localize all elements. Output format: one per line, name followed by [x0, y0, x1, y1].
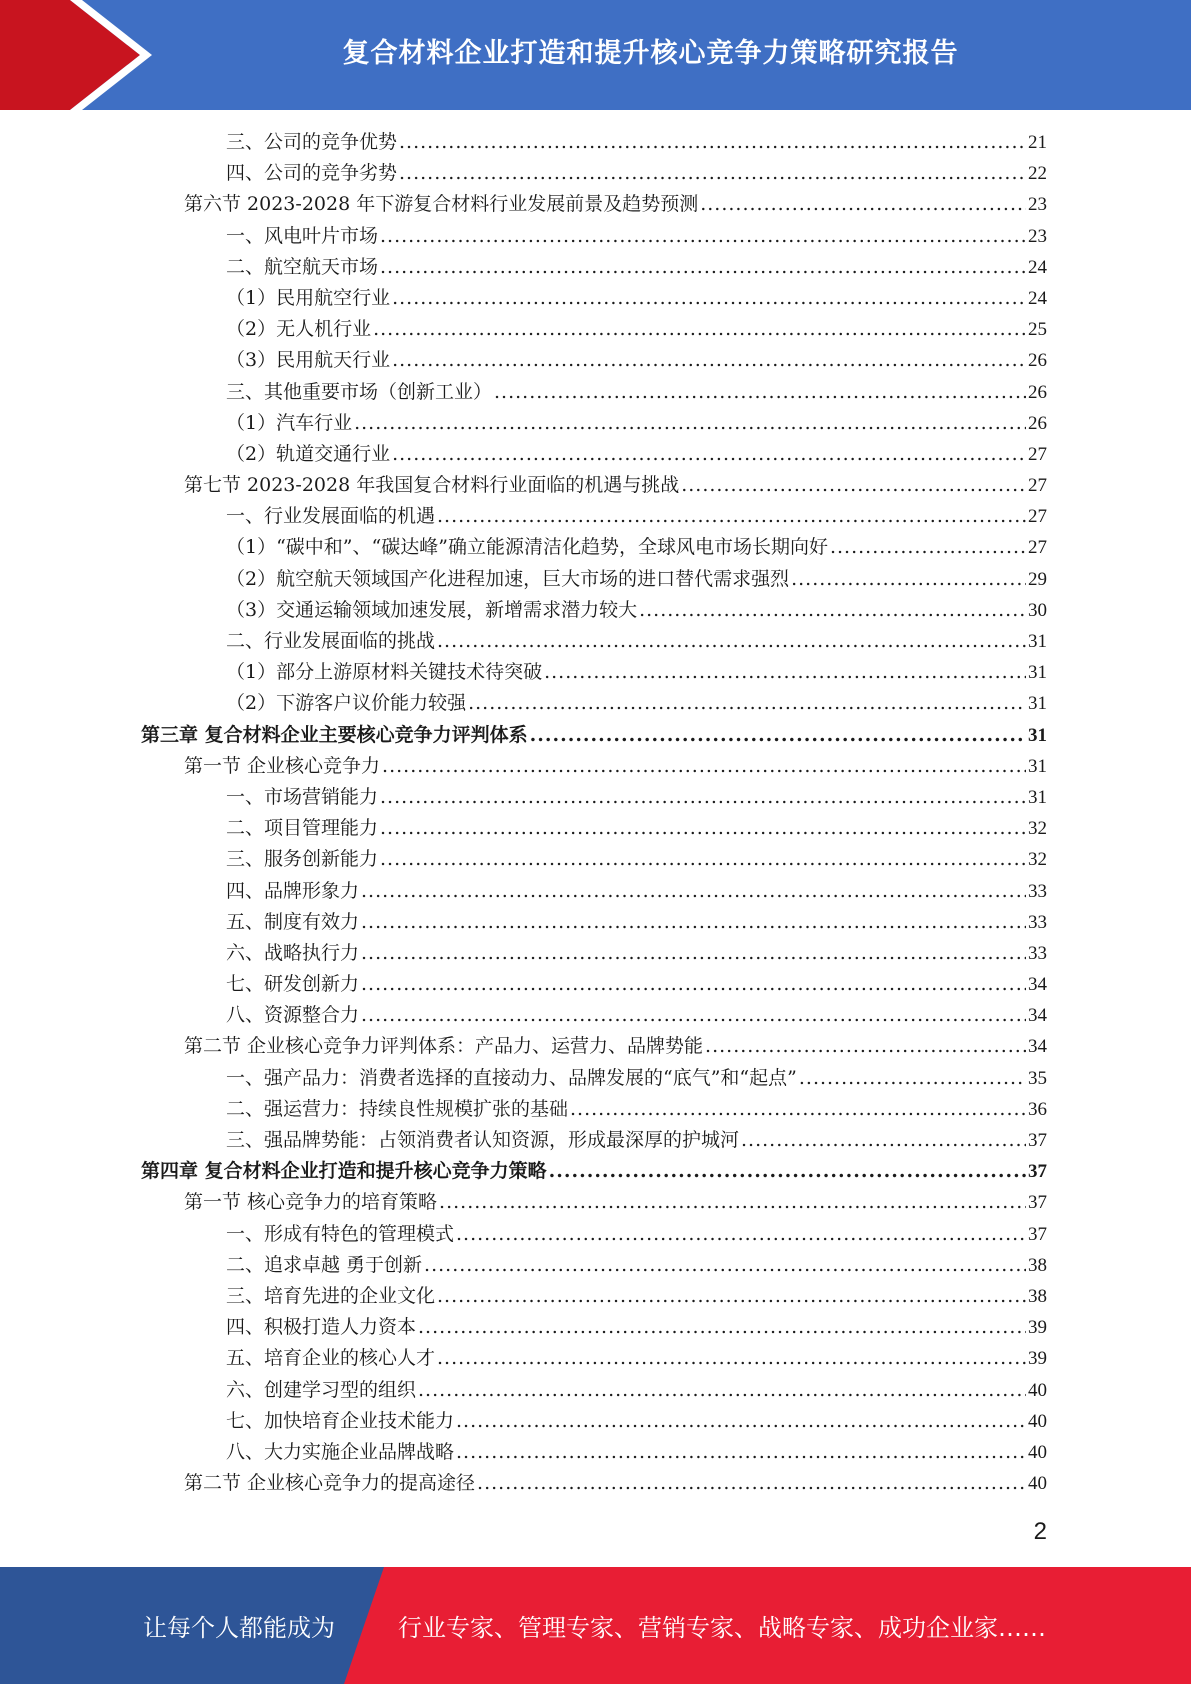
- toc-entry-page: 34: [1028, 1005, 1047, 1027]
- toc-dot-leader: [361, 969, 1026, 1000]
- toc-entry[interactable]: [226, 252, 1047, 283]
- toc-entry-title: （1）“碳中和”、“碳达峰”确立能源清洁化趋势，全球风电市场长期向好: [226, 536, 828, 559]
- toc-dot-leader: [354, 408, 1026, 439]
- toc-entry-title: 第四章 复合材料企业打造和提升核心竞争力策略: [141, 1160, 547, 1183]
- toc-entry-title: 三、培育先进的企业文化: [226, 1284, 436, 1307]
- toc-entry[interactable]: [226, 501, 1047, 532]
- toc-entry-title: 二、行业发展面临的挑战: [226, 630, 436, 652]
- toc-entry-title: 三、强品牌势能：占领消费者认知资源，形成最深厚的护城河: [226, 1129, 740, 1151]
- toc-dot-leader: [830, 532, 1026, 563]
- toc-entry-page: 25: [1028, 319, 1047, 341]
- toc-entry-title: 四、积极打造人力资本: [226, 1316, 417, 1339]
- toc-entry[interactable]: [226, 969, 1047, 1000]
- toc-entry-title: 一、市场营销能力: [226, 785, 379, 808]
- page-number: 2: [1033, 1518, 1047, 1545]
- toc-dot-leader: [639, 595, 1026, 626]
- toc-entry-page: 32: [1028, 849, 1047, 871]
- toc-entry-title: （1）汽车行业: [226, 411, 353, 434]
- toc-entry-page: 26: [1028, 412, 1047, 434]
- toc-entry-page: 26: [1028, 381, 1047, 403]
- toc-entry[interactable]: [184, 189, 1047, 220]
- toc-dot-leader: [468, 688, 1026, 719]
- toc-dot-leader: [361, 907, 1026, 938]
- toc-entry[interactable]: [226, 595, 1047, 626]
- footer-slogan-left: 让每个人都能成为: [143, 1614, 335, 1642]
- toc-dot-leader: [570, 1094, 1026, 1125]
- toc-entry[interactable]: [226, 657, 1047, 688]
- toc-dot-leader: [799, 1063, 1026, 1094]
- toc-entry[interactable]: [226, 907, 1047, 938]
- toc-entry-page: 27: [1028, 443, 1047, 465]
- toc-entry-title: 六、战略执行力: [226, 941, 360, 964]
- toc-entry-page: 34: [1028, 1036, 1047, 1058]
- toc-entry-title: 二、航空航天市场: [226, 255, 379, 278]
- toc-entry[interactable]: [226, 1312, 1047, 1343]
- toc-entry-title: 七、研发创新力: [226, 973, 360, 996]
- toc-entry-title: 第六节 2023-2028 年下游复合材料行业发展前景及趋势预测: [184, 193, 699, 216]
- toc-entry[interactable]: [226, 688, 1047, 719]
- toc-entry[interactable]: [226, 1094, 1047, 1125]
- toc-entry-page: 40: [1028, 1410, 1047, 1432]
- toc-dot-leader: [361, 1000, 1026, 1031]
- toc-entry-page: 32: [1028, 818, 1047, 840]
- toc-entry-title: （2）下游客户议价能力较强: [226, 692, 467, 715]
- toc-entry[interactable]: [141, 720, 1047, 751]
- toc-entry-page: 39: [1028, 1317, 1047, 1339]
- toc-entry-title: 八、资源整合力: [226, 1004, 360, 1027]
- toc-dot-leader: [439, 1187, 1026, 1218]
- toc-dot-leader: [392, 283, 1026, 314]
- toc-entry-page: 30: [1028, 599, 1047, 621]
- toc-dot-leader: [437, 1343, 1026, 1374]
- toc-entry-page: 22: [1028, 163, 1047, 185]
- toc-dot-leader: [380, 782, 1026, 813]
- toc-dot-leader: [418, 1312, 1026, 1343]
- toc-entry-title: （2）航空航天领域国产化进程加速，巨大市场的进口替代需求强烈: [226, 567, 790, 590]
- toc-dot-leader: [456, 1219, 1026, 1250]
- toc-dot-leader: [530, 720, 1026, 751]
- toc-entry[interactable]: [226, 813, 1047, 844]
- toc-entry[interactable]: [226, 345, 1047, 376]
- toc-entry-title: 第二节 企业核心竞争力评判体系：产品力、运营力、品牌势能: [184, 1035, 704, 1058]
- toc-dot-leader: [380, 252, 1026, 283]
- toc-dot-leader: [373, 314, 1026, 345]
- toc-entry-page: 35: [1028, 1067, 1047, 1089]
- toc-entry[interactable]: [184, 1468, 1047, 1499]
- toc-dot-leader: [380, 813, 1026, 844]
- page-header: [0, 0, 1191, 110]
- toc-entry[interactable]: [226, 532, 1047, 563]
- toc-entry-page: 40: [1028, 1441, 1047, 1463]
- toc-dot-leader: [549, 1156, 1026, 1187]
- toc-dot-leader: [382, 751, 1026, 782]
- toc-entry[interactable]: [226, 1000, 1047, 1031]
- toc-entry-title: （3）交通运输领域加速发展，新增需求潜力较大: [226, 598, 638, 621]
- toc-entry-title: 四、品牌形象力: [226, 879, 360, 902]
- toc-entry[interactable]: [226, 938, 1047, 969]
- toc-entry-page: 27: [1028, 506, 1047, 528]
- toc-dot-leader: [437, 626, 1026, 657]
- toc-entry-page: 31: [1028, 786, 1047, 808]
- toc-entry-title: 五、制度有效力: [226, 910, 360, 933]
- toc-entry-page: 40: [1028, 1473, 1047, 1495]
- toc-entry[interactable]: [226, 782, 1047, 813]
- toc-entry-page: 31: [1028, 693, 1047, 715]
- toc-entry-title: （1）民用航空行业: [226, 286, 391, 309]
- toc-entry[interactable]: [226, 314, 1047, 345]
- toc-entry-title: 七、加快培育企业技术能力: [226, 1409, 455, 1432]
- toc-entry-title: 一、风电叶片市场: [226, 224, 379, 247]
- toc-entry-page: 40: [1028, 1379, 1047, 1401]
- toc-entry-page: 21: [1028, 132, 1047, 153]
- toc-dot-leader: [399, 158, 1026, 189]
- toc-entry-title: 六、创建学习型的组织: [226, 1378, 417, 1401]
- toc-entry-title: 三、服务创新能力: [226, 848, 379, 871]
- toc-dot-leader: [437, 501, 1026, 532]
- toc-entry[interactable]: [141, 1156, 1047, 1187]
- toc-entry[interactable]: [226, 283, 1047, 314]
- toc-entry-title: 二、追求卓越 勇于创新: [226, 1253, 423, 1276]
- toc-entry-title: 八、大力实施企业品牌战略: [226, 1440, 455, 1463]
- toc-entry-page: 38: [1028, 1285, 1047, 1307]
- toc-entry-page: 31: [1028, 631, 1047, 652]
- toc-dot-leader: [361, 938, 1026, 969]
- toc-dot-leader: [477, 1468, 1026, 1499]
- toc-entry[interactable]: [226, 1219, 1047, 1250]
- toc-dot-leader: [380, 221, 1026, 252]
- toc-entry[interactable]: [226, 1343, 1047, 1374]
- toc-dot-leader: [791, 564, 1026, 595]
- toc-dot-leader: [456, 1406, 1026, 1437]
- toc-entry-page: 37: [1028, 1130, 1047, 1151]
- toc-dot-leader: [741, 1125, 1026, 1156]
- toc-entry-page: 23: [1028, 225, 1047, 247]
- toc-entry[interactable]: [226, 1281, 1047, 1312]
- toc-entry-title: 一、行业发展面临的机遇: [226, 505, 436, 528]
- page-footer: [0, 1567, 1191, 1684]
- toc-dot-leader: [418, 1375, 1026, 1406]
- toc-dot-leader: [544, 657, 1026, 688]
- toc-entry[interactable]: [226, 1375, 1047, 1406]
- toc-entry-page: 33: [1028, 911, 1047, 933]
- toc-entry-page: 37: [1028, 1223, 1047, 1245]
- toc-dot-leader: [361, 876, 1026, 907]
- toc-entry[interactable]: [226, 876, 1047, 907]
- toc-entry-title: 一、形成有特色的管理模式: [226, 1222, 455, 1245]
- toc-entry-title: （3）民用航天行业: [226, 349, 391, 372]
- toc-dot-leader: [392, 439, 1026, 470]
- report-title: 复合材料企业打造和提升核心竞争力策略研究报告: [342, 37, 959, 69]
- toc-entry-page: 33: [1028, 942, 1047, 964]
- toc-entry[interactable]: [226, 626, 1047, 657]
- toc-entry-title: （2）轨道交通行业: [226, 442, 391, 465]
- toc-dot-leader: [494, 377, 1026, 408]
- toc-dot-leader: [456, 1437, 1026, 1468]
- toc-entry-title: 第二节 企业核心竞争力的提高途径: [184, 1472, 476, 1495]
- toc-entry-page: 36: [1028, 1098, 1047, 1120]
- toc-entry-title: 二、强运营力：持续良性规模扩张的基础: [226, 1097, 569, 1120]
- toc-entry-page: 37: [1028, 1161, 1047, 1183]
- toc-entry-title: （1）部分上游原材料关键技术待突破: [226, 661, 543, 684]
- toc-entry[interactable]: [184, 1031, 1047, 1062]
- toc-dot-leader: [392, 345, 1026, 376]
- toc-entry-page: 34: [1028, 974, 1047, 996]
- toc-entry[interactable]: [226, 844, 1047, 875]
- table-of-contents: [0, 127, 1191, 1499]
- toc-entry[interactable]: [226, 377, 1047, 408]
- toc-entry-page: 29: [1028, 568, 1047, 590]
- toc-dot-leader: [437, 1281, 1026, 1312]
- toc-entry[interactable]: [226, 439, 1047, 470]
- toc-entry[interactable]: [226, 158, 1047, 189]
- toc-entry[interactable]: [184, 751, 1047, 782]
- toc-entry-page: 27: [1028, 537, 1047, 559]
- toc-entry[interactable]: [226, 1125, 1047, 1156]
- toc-entry[interactable]: [226, 1063, 1047, 1094]
- toc-dot-leader: [681, 470, 1026, 501]
- toc-entry[interactable]: [226, 408, 1047, 439]
- toc-dot-leader: [399, 127, 1026, 158]
- toc-entry-page: 27: [1028, 475, 1047, 497]
- toc-entry[interactable]: [184, 470, 1047, 501]
- toc-entry[interactable]: [226, 1250, 1047, 1281]
- toc-dot-leader: [424, 1250, 1026, 1281]
- toc-entry-page: 31: [1028, 755, 1047, 777]
- toc-entry-page: 26: [1028, 350, 1047, 372]
- toc-entry-title: （2）无人机行业: [226, 318, 372, 341]
- toc-entry-page: 39: [1028, 1348, 1047, 1370]
- toc-entry-page: 33: [1028, 880, 1047, 902]
- toc-dot-leader: [705, 1031, 1026, 1062]
- toc-entry[interactable]: [226, 221, 1047, 252]
- toc-entry-title: 第一节 核心竞争力的培育策略: [184, 1191, 438, 1214]
- toc-entry-title: 第七节 2023-2028 年我国复合材料行业面临的机遇与挑战: [184, 474, 680, 497]
- toc-entry-title: 一、强产品力：消费者选择的直接动力、品牌发展的“底气”和“起点”: [226, 1066, 797, 1089]
- toc-entry-title: 四、公司的竞争劣势: [226, 162, 398, 185]
- toc-entry-title: 二、项目管理能力: [226, 817, 379, 840]
- toc-entry[interactable]: [226, 127, 1047, 158]
- toc-entry-page: 24: [1028, 287, 1047, 309]
- toc-entry-page: 24: [1028, 256, 1047, 278]
- toc-entry[interactable]: [226, 1406, 1047, 1437]
- toc-entry-page: 23: [1028, 194, 1047, 216]
- toc-entry-title: 第三章 复合材料企业主要核心竞争力评判体系: [141, 723, 528, 746]
- toc-entry[interactable]: [226, 1437, 1047, 1468]
- footer-slogan-right: 行业专家、管理专家、营销专家、战略专家、成功企业家……: [398, 1614, 1046, 1642]
- toc-entry[interactable]: [184, 1187, 1047, 1218]
- toc-entry-title: 三、公司的竞争优势: [226, 131, 398, 153]
- toc-entry-title: 第一节 企业核心竞争力: [184, 754, 381, 777]
- toc-entry-title: 三、其他重要市场（创新工业）: [226, 380, 493, 403]
- toc-dot-leader: [380, 844, 1026, 875]
- toc-entry[interactable]: [226, 564, 1047, 595]
- toc-entry-page: 37: [1028, 1192, 1047, 1214]
- toc-dot-leader: [700, 189, 1026, 220]
- toc-entry-title: 五、培育企业的核心人才: [226, 1347, 436, 1370]
- toc-entry-page: 31: [1028, 662, 1047, 684]
- toc-entry-page: 31: [1028, 724, 1047, 746]
- toc-entry-page: 38: [1028, 1254, 1047, 1276]
